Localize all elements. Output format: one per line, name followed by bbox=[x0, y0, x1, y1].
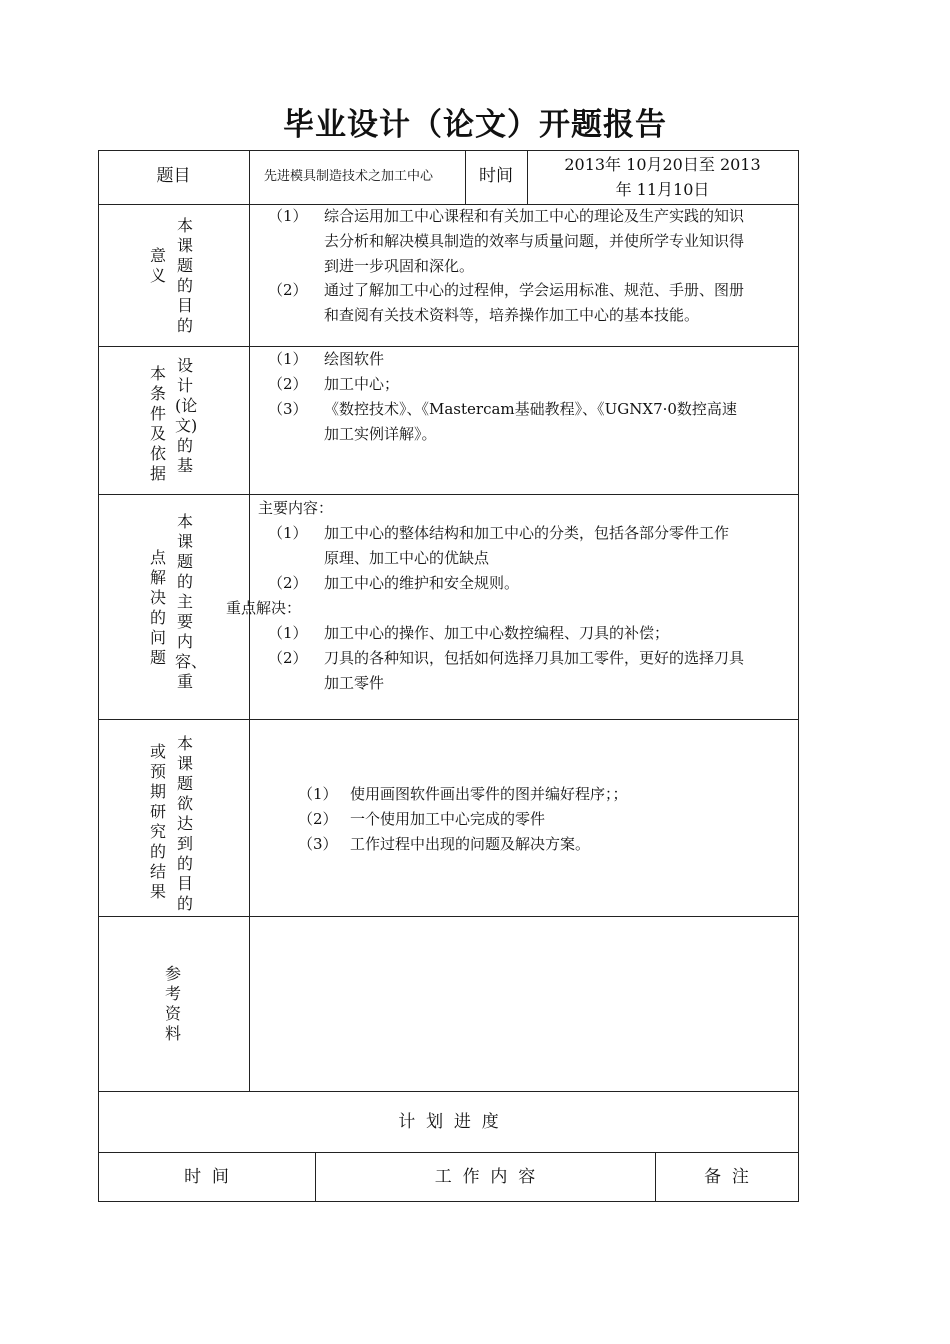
item-line: 使用画图软件画出零件的图并编好程序；； bbox=[350, 785, 628, 803]
item-number: （2） bbox=[268, 649, 308, 667]
schedule-heading: 计 划 进 度 bbox=[398, 1112, 499, 1132]
rule bbox=[798, 150, 799, 1202]
schedule-col-time: 时 间 bbox=[184, 1167, 229, 1187]
conditions-label-col1: 本条件及依据 bbox=[149, 364, 166, 483]
item-number: （2） bbox=[298, 810, 338, 828]
item-line: 去分析和解决模具制造的效率与质量问题，并使所学专业知识得 bbox=[324, 232, 745, 250]
item-line: 加工中心； bbox=[324, 375, 400, 393]
main-content-heading: 主要内容： bbox=[258, 499, 334, 517]
item-line: 通过了解加工中心的过程伸，学会运用标准、规范、手册、图册 bbox=[324, 281, 745, 299]
item-number: （2） bbox=[268, 574, 308, 592]
report-table bbox=[98, 150, 799, 1202]
item-line: 和查阅有关技术资料等，培养操作加工中心的基本技能。 bbox=[324, 306, 700, 324]
item-number: （1） bbox=[298, 785, 338, 803]
significance-label-col2: 本课题的目的 bbox=[176, 216, 193, 335]
item-number: （1） bbox=[268, 207, 308, 225]
item-line: 加工实例详解》。 bbox=[324, 425, 437, 443]
rule bbox=[98, 494, 799, 495]
results-label-col2: 本课题欲达到的目的 bbox=[176, 734, 193, 913]
item-line: 刀具的各种知识，包括如何选择刀具加工零件，更好的选择刀具 bbox=[324, 649, 745, 667]
topic-value: 先进模具制造技术之加工中心 bbox=[264, 169, 434, 184]
rule bbox=[98, 150, 99, 1202]
item-line: 加工中心的操作、加工中心数控编程、刀具的补偿； bbox=[324, 624, 670, 642]
rule bbox=[98, 150, 799, 151]
item-line: 加工零件 bbox=[324, 674, 385, 692]
topic-label: 题目 bbox=[156, 166, 191, 186]
time-value-line: 年 11月10日 bbox=[615, 180, 710, 199]
item-line: 《数控技术》、《Mastercam基础教程》、《UGNX7·0数控高速 bbox=[324, 400, 737, 418]
references-label: 参考资料 bbox=[164, 964, 181, 1043]
item-number: （1） bbox=[268, 350, 308, 368]
rule bbox=[98, 346, 799, 347]
item-number: （2） bbox=[268, 375, 308, 393]
item-number: （1） bbox=[268, 524, 308, 542]
report-title: 毕业设计（论文）开题报告 bbox=[283, 107, 667, 143]
item-line: 综合运用加工中心课程和有关加工中心的理论及生产实践的知识 bbox=[324, 207, 745, 225]
time-value-line: 2013年 10月20日至 2013 bbox=[564, 155, 761, 174]
item-line: 到进一步巩固和深化。 bbox=[324, 257, 475, 275]
item-number: （2） bbox=[268, 281, 308, 299]
item-number: （3） bbox=[268, 400, 308, 418]
time-label: 时间 bbox=[479, 166, 513, 186]
results-label-col1: 或预期研究的结果 bbox=[149, 742, 166, 901]
schedule-col-note: 备 注 bbox=[704, 1167, 749, 1187]
rule bbox=[98, 719, 799, 720]
content-label-col1: 点解决的问题 bbox=[149, 548, 166, 667]
rule bbox=[98, 1152, 799, 1153]
item-number: （3） bbox=[298, 835, 338, 853]
item-line: 绘图软件 bbox=[324, 350, 385, 368]
item-line: 工作过程中出现的问题及解决方案。 bbox=[350, 835, 591, 853]
conditions-label-col2: 设计(论文)的基 bbox=[175, 356, 198, 475]
item-line: 加工中心的维护和安全规则。 bbox=[324, 574, 520, 592]
key-points-heading: 重点解决： bbox=[226, 599, 302, 617]
rule bbox=[98, 916, 799, 917]
significance-label-col1: 意义 bbox=[149, 246, 166, 285]
content-label-col2: 本课题的主要内容、重 bbox=[175, 512, 208, 691]
schedule-col-work: 工 作 内 容 bbox=[434, 1167, 536, 1187]
item-number: （1） bbox=[268, 624, 308, 642]
rule bbox=[98, 1091, 799, 1092]
item-line: 原理、加工中心的优缺点 bbox=[324, 549, 490, 567]
item-line: 一个使用加工中心完成的零件 bbox=[350, 810, 546, 828]
time-value bbox=[527, 152, 798, 202]
item-line: 加工中心的整体结构和加工中心的分类，包括各部分零件工作 bbox=[324, 524, 730, 542]
rule bbox=[98, 1201, 799, 1202]
